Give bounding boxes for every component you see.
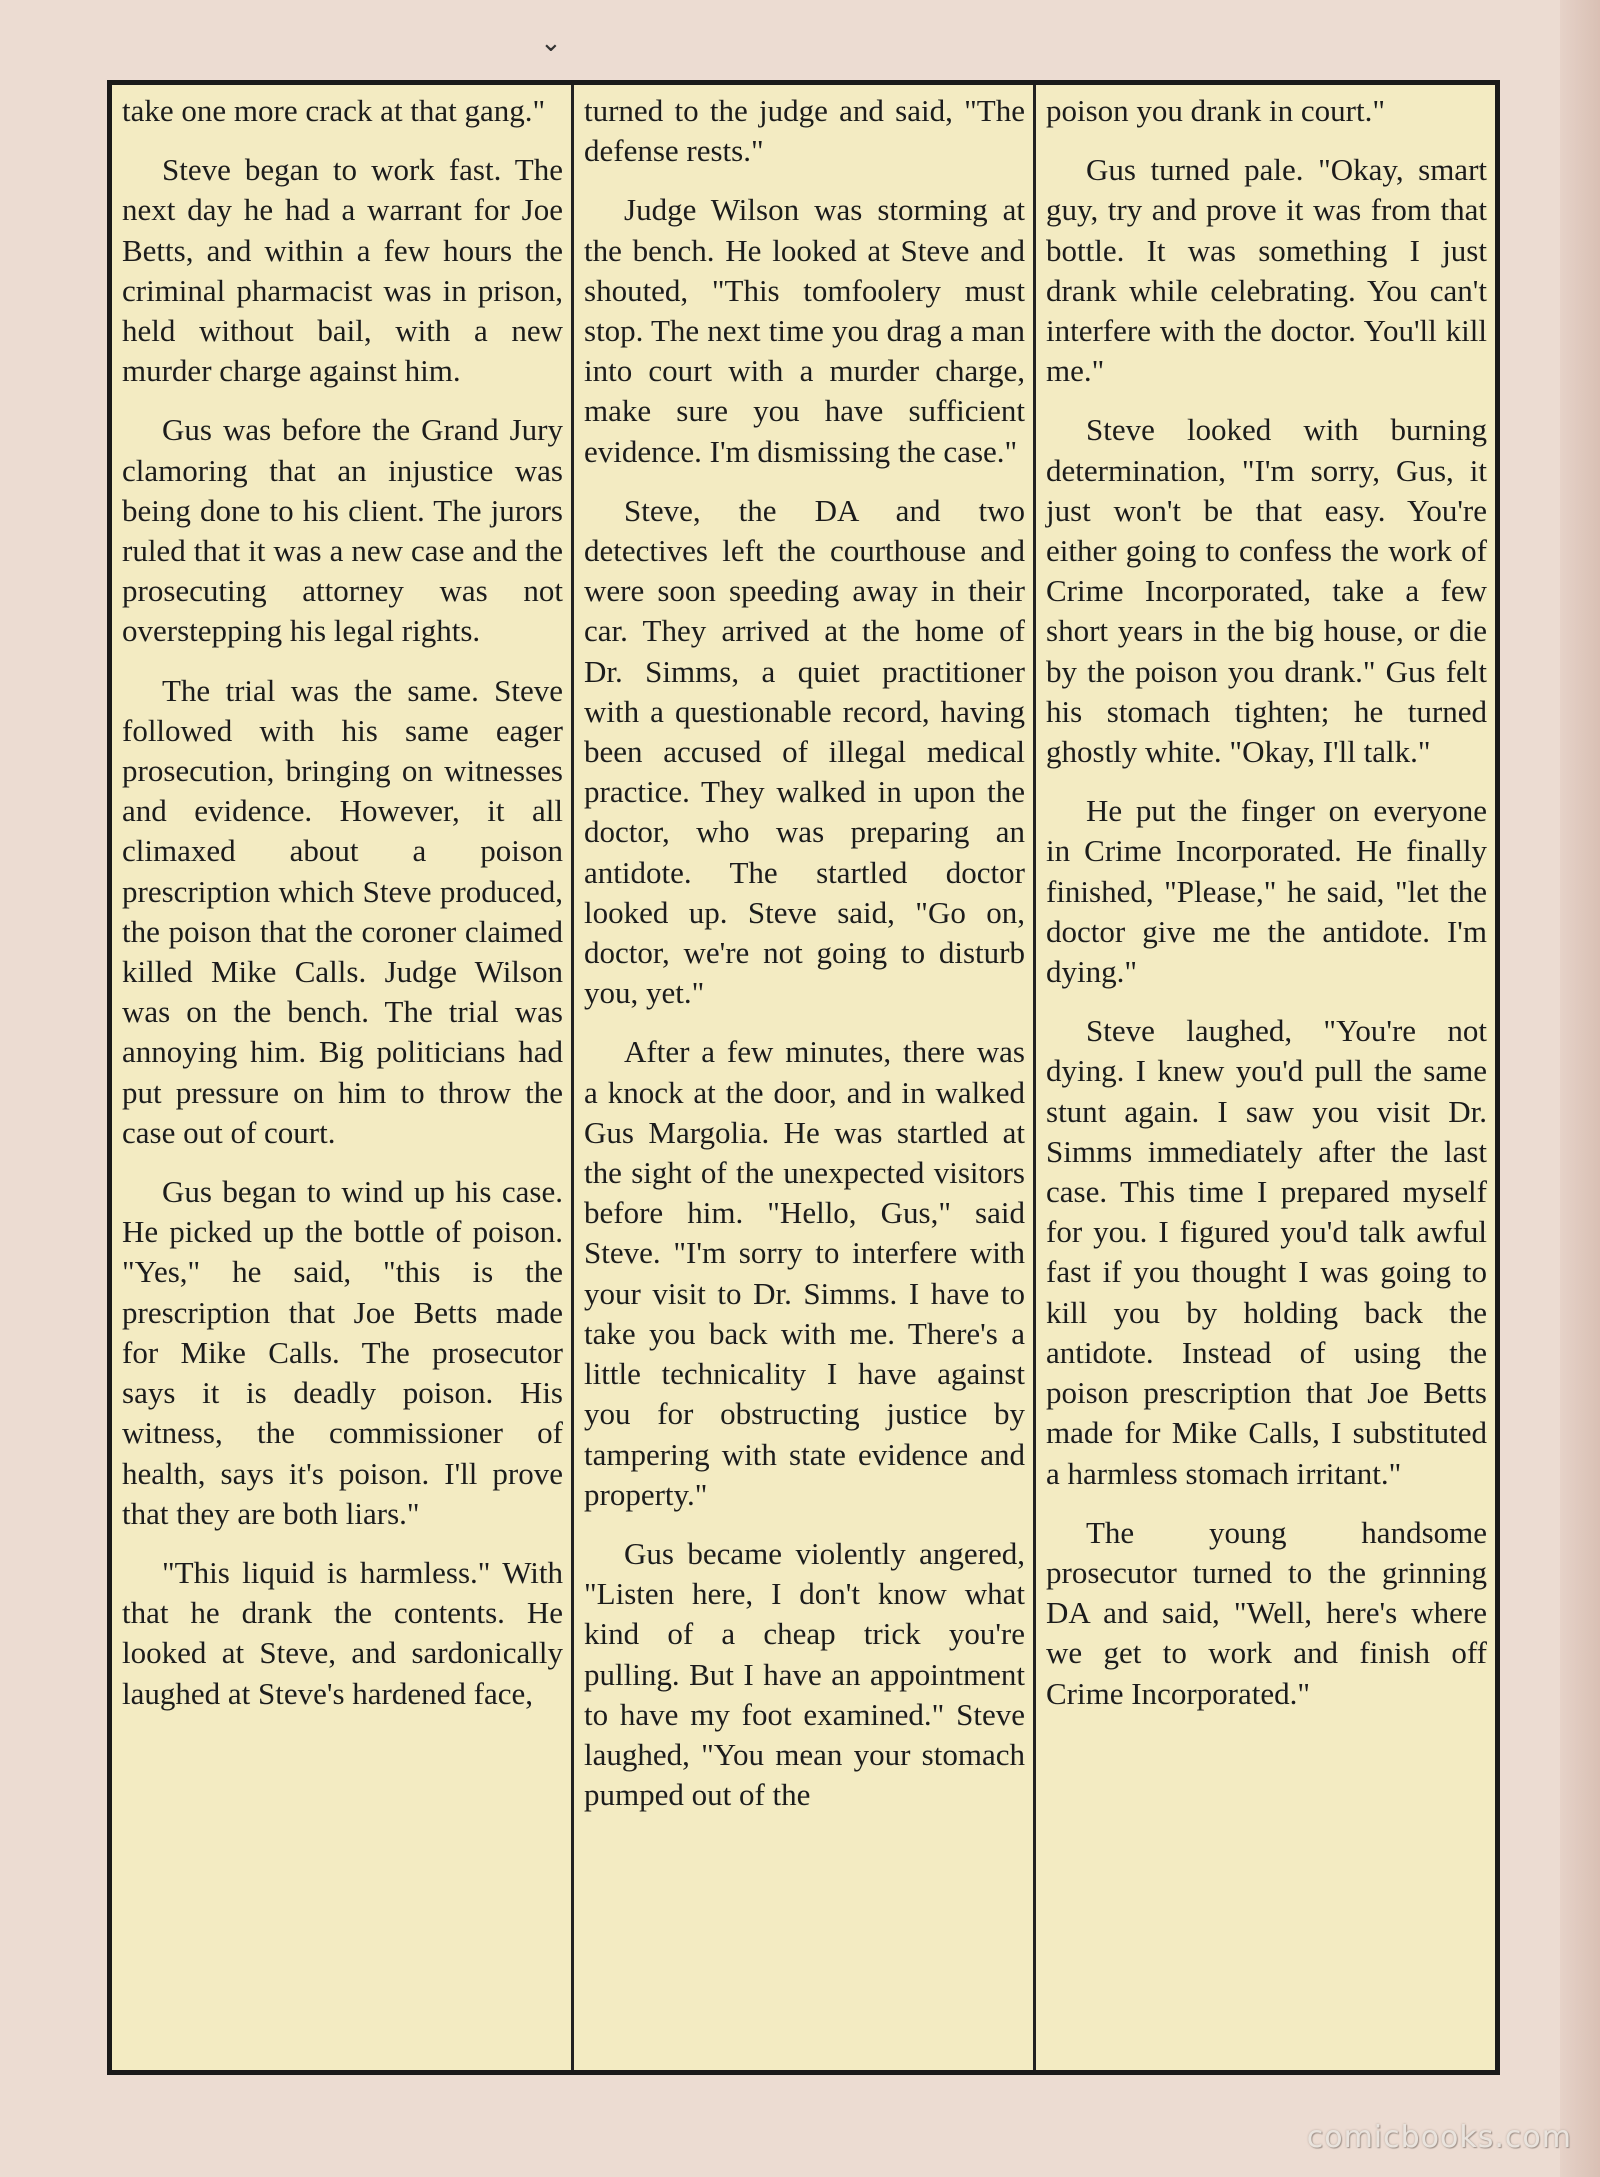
paragraph: Steve laughed, "You're not dying. I knew you'd pull the same stunt again. I saw you visit Dr. Simms immediately after the last case. This time I prepared myself for you. I figured you'd talk awful fast if you thought I was going to kill you by holding back the antidote. Instead of using the poison prescription that Joe Betts made for Mike Calls, I substituted a harmless stomach irritant." — [1046, 1013, 1487, 1491]
paragraph: Judge Wilson was storming at the bench. He looked at Steve and shouted, "This tomfoolery must stop. The next time you drag a man into court with a murder charge, make sure you have sufficient evidence. I'm dismissing the case." — [584, 192, 1025, 469]
paragraph: poison you drank in court." — [1046, 93, 1385, 128]
paragraph: Gus turned pale. "Okay, smart guy, try and prove it was from that bottle. It was something I just drank while celebrating. You can't interfere with the doctor. You'll kill me." — [1046, 152, 1487, 389]
paragraph: Gus became violently angered, "Listen here, I don't know what kind of a cheap trick you're pulling. But I have an appointment to have my foot examined." Steve laughed, "You mean your stomach pumped out of the — [584, 1535, 1025, 1813]
paragraph: Steve looked with burning determination, "I'm sorry, Gus, it just won't be that easy. You're either going to confess the work of Crime Incorporated, take a few short years in the big house, or die by the poison you drank." Gus felt his stomach tighten; he turned ghostly white. "Okay, I'll talk." — [1046, 412, 1487, 770]
paragraph: Steve, the DA and two detectives left the courthouse and were soon speeding away in their car. They arrived at the home of Dr. Simms, a quiet practitioner with a questionable record, having been accused of illegal medical practice. They walked in upon the doctor, who was preparing an antidote. The startled doctor looked up. Steve said, "Go on, doctor, we're not going to disturb you, yet." — [584, 492, 1025, 1011]
paragraph: Gus was before the Grand Jury clamoring that an injustice was being done to his client. The jurors ruled that it was a new case and the prosecuting attorney was not overstepping his legal rights. — [122, 412, 563, 649]
paragraph: turned to the judge and said, "The defense rests." — [584, 93, 1025, 169]
paragraph: "This liquid is harmless." With that he drank the contents. He looked at Steve, and sardonically laughed at Steve's hardened face, — [122, 1554, 563, 1711]
text-page — [107, 80, 1500, 2075]
paragraph: The young handsome prosecutor turned to the grinning DA and said, "Well, here's where we get to work and finish off Crime Incorporated." — [1046, 1514, 1487, 1711]
paragraph: After a few minutes, there was a knock at the door, and in walked Gus Margolia. He was startled at the sight of the unexpected visitors before him. "Hello, Gus," said Steve. "I'm sorry to interfere with your visit to Dr. Simms. I have to take you back with me. There's a little technicality I have against you for obstructing justice by tampering with state evidence and property." — [584, 1034, 1025, 1512]
paragraph: He put the finger on everyone in Crime Incorporated. He finally finished, "Please," he said, "let the doctor give me the antidote. I'm dying." — [1046, 793, 1487, 990]
paragraph: take one more crack at that gang." — [122, 93, 546, 128]
watermark: comicbooks.com — [1306, 2120, 1572, 2155]
paragraph: Steve began to work fast. The next day he had a warrant for Joe Betts, and within a few hours the criminal pharmacist was in prison, held without bail, with a new murder charge against him. — [122, 152, 563, 389]
text-column-3 — [1036, 85, 1495, 2070]
page-mark: ⌄ — [540, 28, 562, 58]
paragraph: The trial was the same. Steve followed with his same eager prosecution, bringing on witnesses and evidence. However, it all climaxed about a poison prescription which Steve produced, the poison that the coroner claimed killed Mike Calls. Judge Wilson was on the bench. The trial was annoying him. Big politicians had put pressure on him to throw the case out of court. — [122, 672, 563, 1150]
text-column-1 — [112, 85, 574, 2070]
paragraph: Gus began to wind up his case. He picked up the bottle of poison. "Yes," he said, "this is the prescription that Joe Betts made for Mike Calls. The prosecutor says it is deadly poison. His witness, the commissioner of health, says it's poison. I'll prove that they are both liars." — [122, 1174, 563, 1531]
text-column-2 — [574, 85, 1036, 2070]
paper-edge — [1560, 0, 1600, 2177]
